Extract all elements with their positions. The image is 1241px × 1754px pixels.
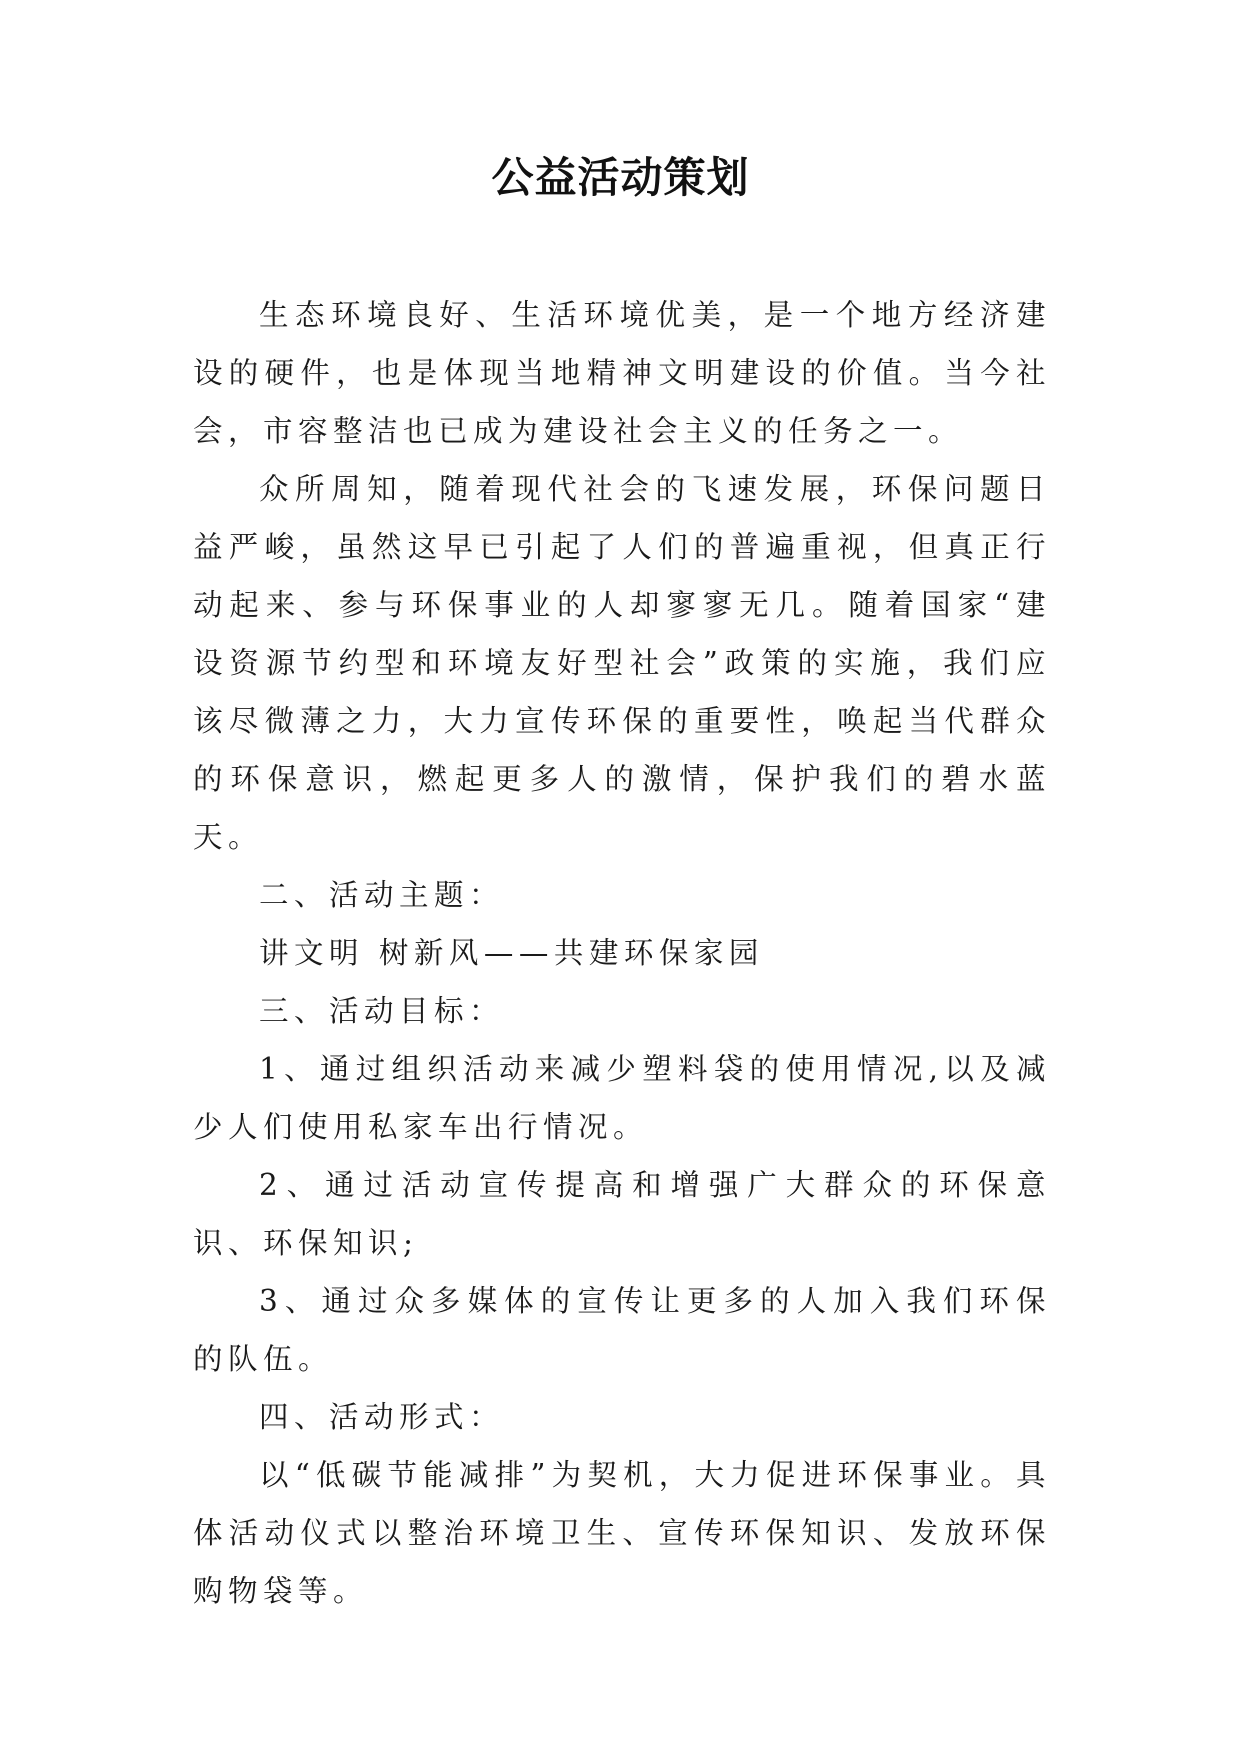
- format-paragraph: 以“低碳节能减排”为契机，大力促进环保事业。具体活动仪式以整治环境卫生、宣传环保知识、发放环保购物袋等。: [193, 1458, 1051, 1608]
- section-heading-theme: 二、活动主题：: [259, 878, 505, 912]
- goal-item-2: 2、通过活动宣传提高和增强广大群众的环保意识、环保知识;: [193, 1168, 1051, 1260]
- intro-paragraph: 生态环境良好、生活环境优美，是一个地方经济建设的硬件，也是体现当地精神文明建设的价值。当今社会，市容整洁也已成为建设社会主义的任务之一。: [193, 298, 1051, 448]
- document-title: 公益活动策划: [491, 153, 750, 202]
- theme-text: 讲文明 树新风——共建环保家园: [259, 936, 764, 970]
- document-body: [193, 286, 1051, 1620]
- goal-item-1: 1、通过组织活动来减少塑料袋的使用情况,以及减少人们使用私家车出行情况。: [193, 1052, 1051, 1144]
- background-paragraph: 众所周知，随着现代社会的飞速发展，环保问题日益严峻，虽然这早已引起了人们的普遍重视，但真正行动起来、参与环保事业的人却寥寥无几。随着国家“建设资源节约型和环境友好型社会”政策的实施，我们应该尽微薄之力，大力宣传环保的重要性，唤起当代群众的环保意识，燃起更多人的激情，保护我们的碧水蓝天。: [193, 472, 1051, 854]
- goal-item-3: 3、通过众多媒体的宣传让更多的人加入我们环保的队伍。: [193, 1284, 1051, 1376]
- section-heading-goals: 三、活动目标：: [259, 994, 505, 1028]
- section-heading-format: 四、活动形式：: [259, 1400, 505, 1434]
